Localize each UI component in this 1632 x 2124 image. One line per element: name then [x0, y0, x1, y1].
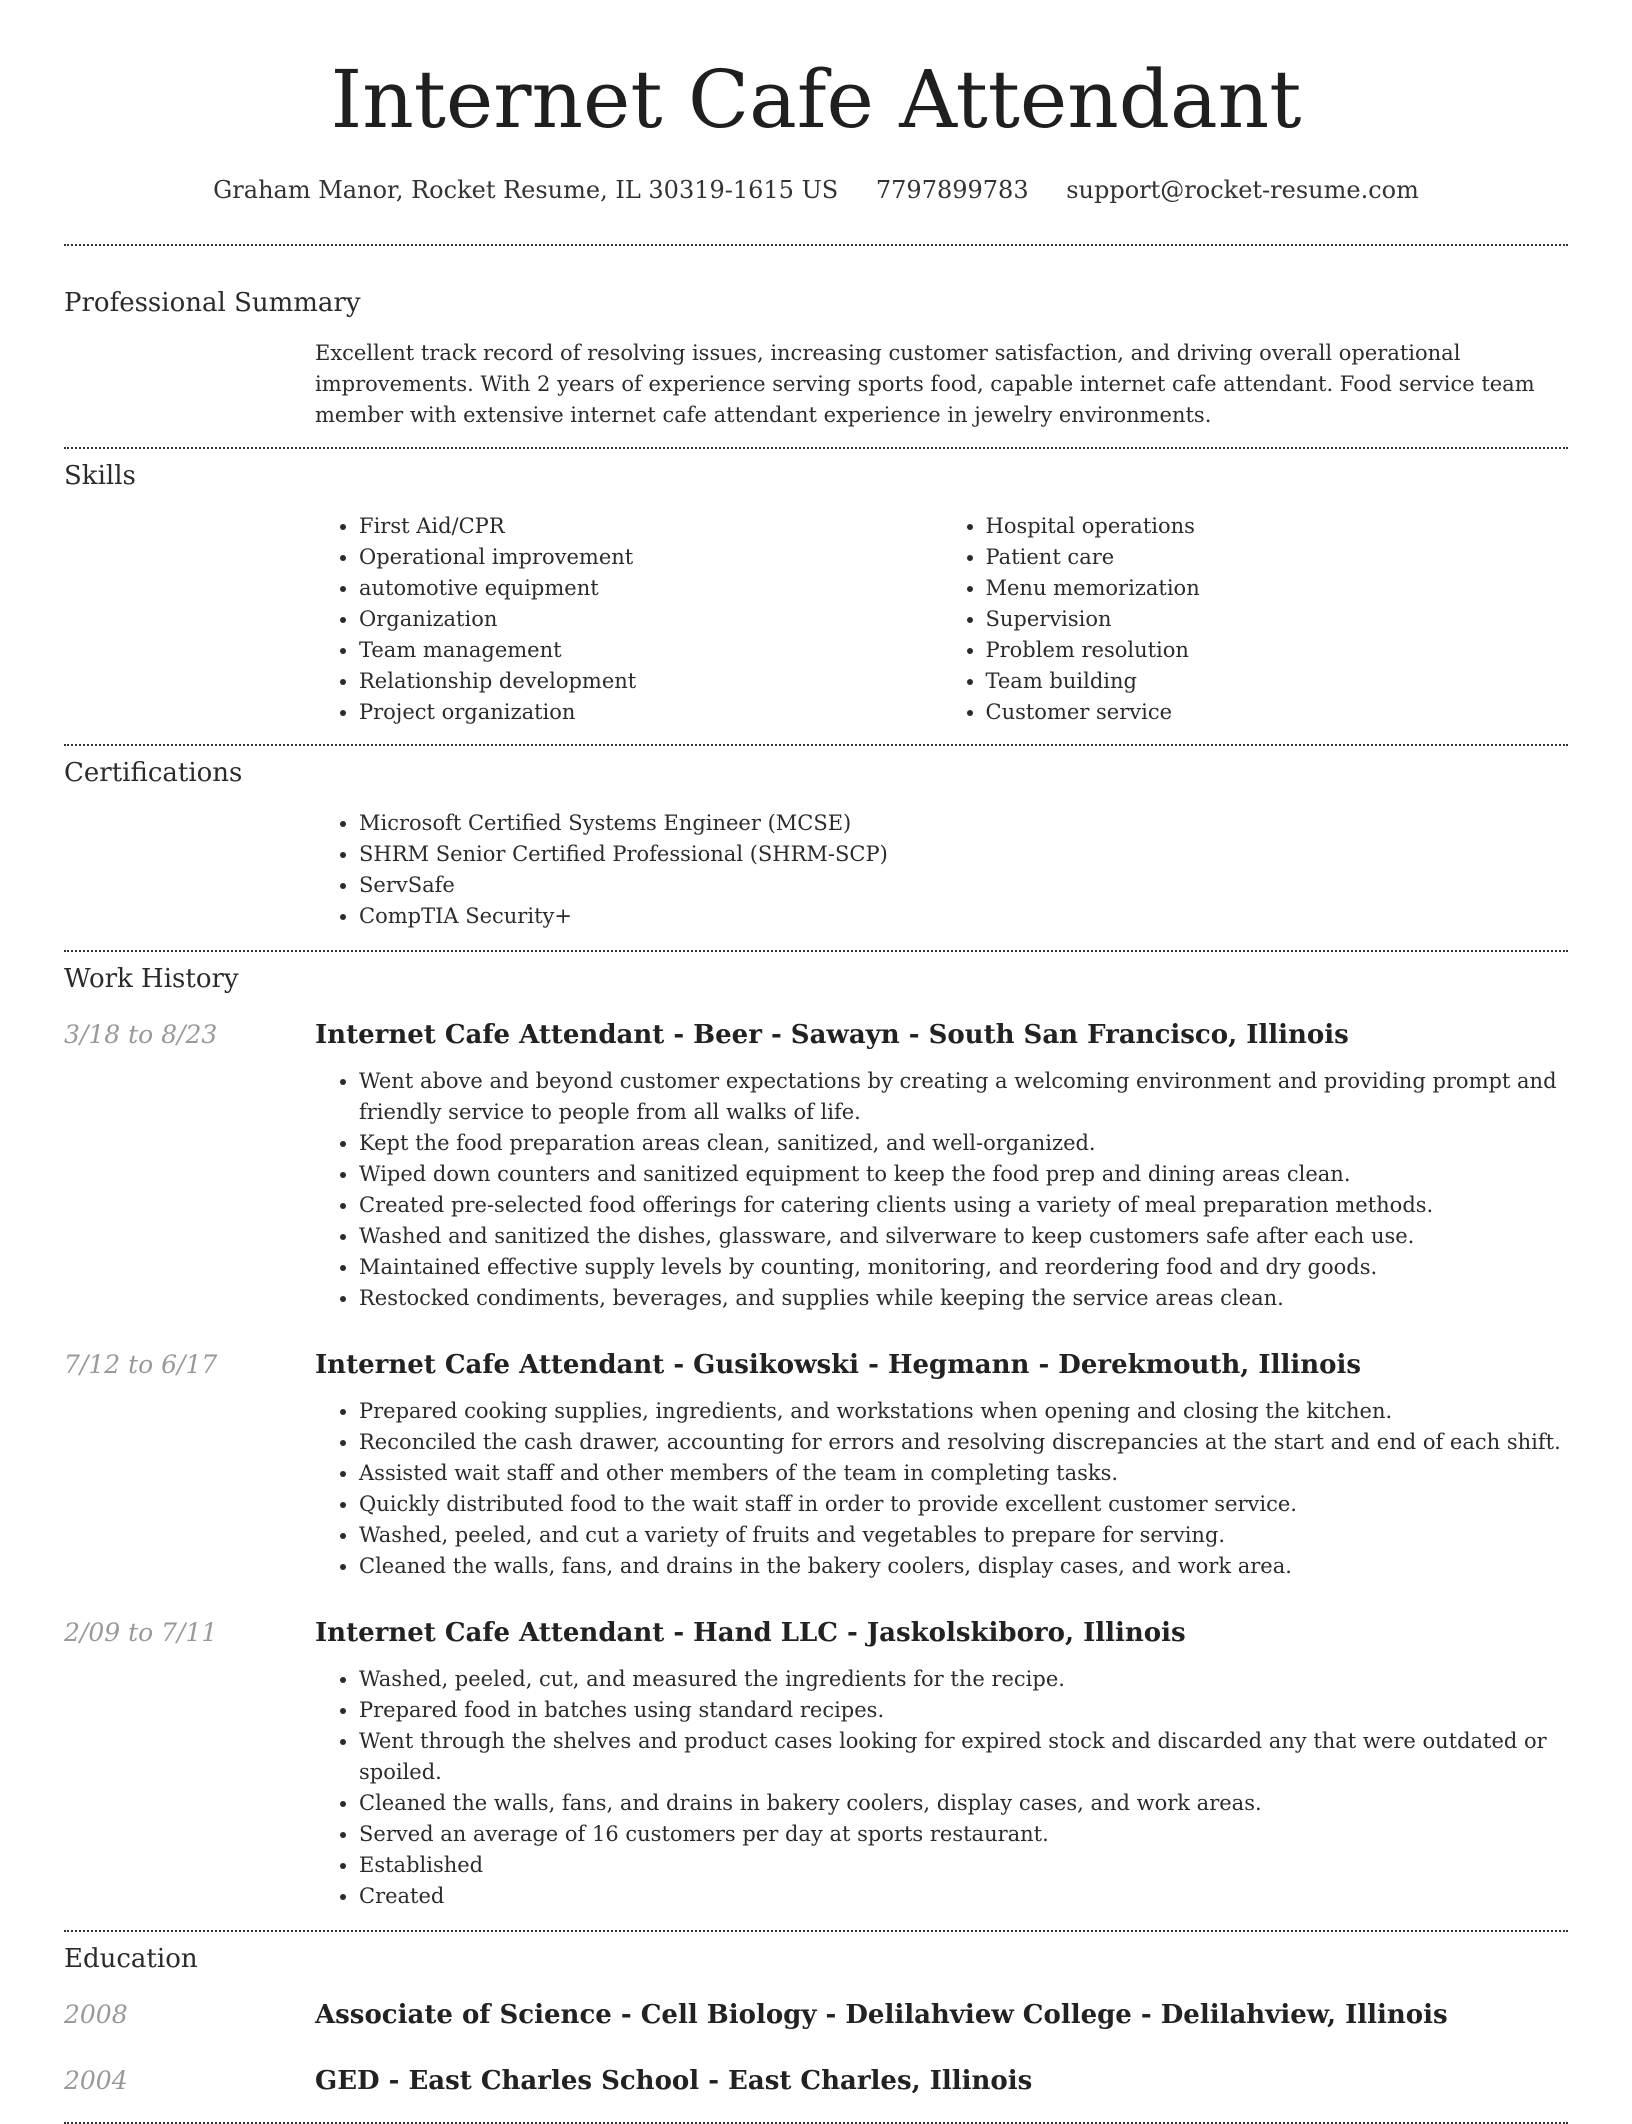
duty-item: • Assisted wait staff and other members of the team in completing tasks. — [359, 1458, 1568, 1489]
skill-item: • automotive equipment — [359, 573, 942, 604]
duty-item: • Prepared cooking supplies, ingredients, and workstations when opening and closing the kitchen. — [359, 1396, 1568, 1427]
section-title: Certifications — [64, 758, 243, 788]
duty-item: • Wiped down counters and sanitized equipment to keep the food prep and dining areas clean. — [359, 1159, 1568, 1190]
section-title: Work History — [64, 964, 239, 994]
job-dates: 2/09 to 7/11 — [64, 1618, 218, 1647]
duty-item: • Washed, peeled, and cut a variety of fruits and vegetables to prepare for serving. — [359, 1520, 1568, 1551]
education-title: GED - East Charles School - East Charles, Illinois — [315, 2066, 1033, 2096]
skill-item: • Team building — [986, 666, 1569, 697]
job-title: Internet Cafe Attendant - Beer - Sawayn - South San Francisco, Illinois — [315, 1020, 1349, 1050]
job-duties — [315, 1396, 1568, 1582]
certifications-section — [64, 746, 1568, 932]
skill-item: • Project organization — [359, 697, 942, 728]
duty-item: • Quickly distributed food to the wait staff in order to provide excellent customer service. — [359, 1489, 1568, 1520]
skills-list-right — [942, 511, 1569, 728]
skills-list-left — [315, 511, 942, 728]
skill-item: • Hospital operations — [986, 511, 1569, 542]
certification-item: • ServSafe — [359, 870, 1568, 901]
duty-item: • Went above and beyond customer expectations by creating a welcoming environment and providing prompt and friendly service to people from all walks of life. — [359, 1066, 1568, 1128]
work-history-section — [64, 952, 1568, 1912]
summary-section — [64, 246, 1568, 431]
job-entry — [64, 1018, 1568, 1314]
section-title: Professional Summary — [64, 288, 361, 318]
duty-item: • Created — [359, 1881, 1568, 1912]
duty-item: • Established — [359, 1850, 1568, 1881]
skill-item: • Relationship development — [359, 666, 942, 697]
duty-item: • Kept the food preparation areas clean, sanitized, and well-organized. — [359, 1128, 1568, 1159]
summary-text: Excellent track record of resolving issues, increasing customer satisfaction, and driving overall operational improvements. With 2 years of experience serving sports food, capable internet cafe attendant. Food service team member with extensive internet cafe attendant experience in jewelry environments. — [315, 341, 1535, 427]
duty-item: • Went through the shelves and product cases looking for expired stock and discarded any that were outdated or spoiled. — [359, 1726, 1568, 1788]
education-year: 2008 — [64, 2000, 128, 2029]
duty-item: • Served an average of 16 customers per day at sports restaurant. — [359, 1819, 1568, 1850]
skill-item: • Operational improvement — [359, 542, 942, 573]
duty-item: • Cleaned the walls, fans, and drains in the bakery coolers, display cases, and work area. — [359, 1551, 1568, 1582]
education-entry — [64, 1998, 1568, 2032]
job-dates: 3/18 to 8/23 — [64, 1020, 218, 1049]
education-entry — [64, 2064, 1568, 2098]
job-duties — [315, 1664, 1568, 1912]
certification-item: • Microsoft Certified Systems Engineer (MCSE) — [359, 808, 1568, 839]
section-title: Skills — [64, 461, 136, 491]
skill-item: • Patient care — [986, 542, 1569, 573]
job-title: Internet Cafe Attendant - Hand LLC - Jaskolskiboro, Illinois — [315, 1618, 1186, 1648]
job-entry — [64, 1616, 1568, 1912]
skills-section — [64, 449, 1568, 728]
skill-item: • Customer service — [986, 697, 1569, 728]
skill-item: • First Aid/CPR — [359, 511, 942, 542]
education-title: Associate of Science - Cell Biology - Delilahview College - Delilahview, Illinois — [315, 2000, 1448, 2030]
certification-item: • SHRM Senior Certified Professional (SHRM-SCP) — [359, 839, 1568, 870]
education-year: 2004 — [64, 2066, 128, 2095]
duty-item: • Maintained effective supply levels by counting, monitoring, and reordering food and dry goods. — [359, 1252, 1568, 1283]
job-dates: 7/12 to 6/17 — [64, 1350, 218, 1379]
skill-item: • Supervision — [986, 604, 1569, 635]
skill-item: • Problem resolution — [986, 635, 1569, 666]
section-title: Education — [64, 1944, 198, 1974]
email: support@rocket-resume.com — [1066, 176, 1419, 204]
resume-page — [64, 0, 1568, 2124]
job-title: Internet Cafe Attendant - Gusikowski - Hegmann - Derekmouth, Illinois — [315, 1350, 1361, 1380]
duty-item: • Prepared food in batches using standard recipes. — [359, 1695, 1568, 1726]
skills-columns — [315, 511, 1568, 728]
address: Graham Manor, Rocket Resume, IL 30319-1615 US — [213, 176, 839, 204]
certification-item: • CompTIA Security+ — [359, 901, 1568, 932]
phone: 7797899783 — [875, 176, 1029, 204]
skill-item: • Team management — [359, 635, 942, 666]
education-section — [64, 1932, 1568, 2098]
job-entry — [64, 1348, 1568, 1582]
contact-line — [64, 174, 1568, 206]
duty-item: • Washed, peeled, cut, and measured the ingredients for the recipe. — [359, 1664, 1568, 1695]
duty-item: • Restocked condiments, beverages, and supplies while keeping the service areas clean. — [359, 1283, 1568, 1314]
skill-item: • Organization — [359, 604, 942, 635]
duty-item: • Created pre-selected food offerings for catering clients using a variety of meal preparation methods. — [359, 1190, 1568, 1221]
duty-item: • Washed and sanitized the dishes, glassware, and silverware to keep customers safe after each use. — [359, 1221, 1568, 1252]
resume-name: Internet Cafe Attendant — [330, 53, 1302, 146]
skill-item: • Menu memorization — [986, 573, 1569, 604]
job-duties — [315, 1066, 1568, 1314]
duty-item: • Reconciled the cash drawer, accounting for errors and resolving discrepancies at the start and end of each shift. — [359, 1427, 1568, 1458]
certifications-list — [315, 808, 1568, 932]
duty-item: • Cleaned the walls, fans, and drains in bakery coolers, display cases, and work areas. — [359, 1788, 1568, 1819]
